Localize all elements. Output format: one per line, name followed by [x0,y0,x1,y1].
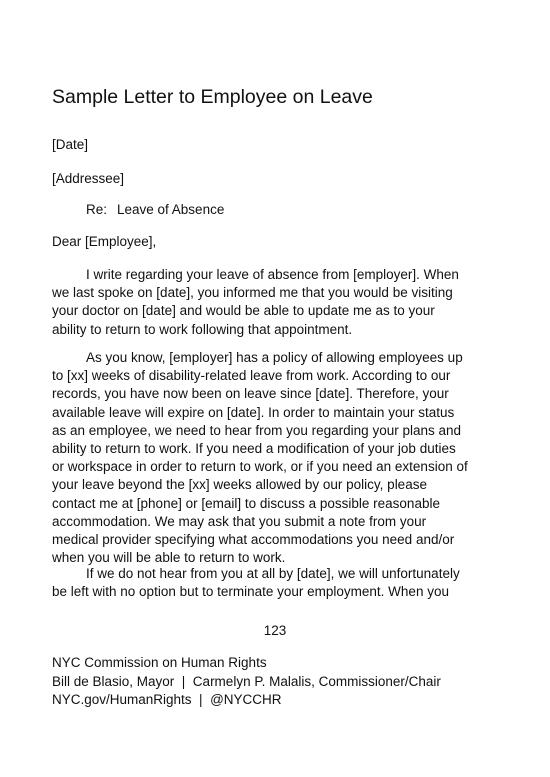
footer-links: NYC.gov/HumanRights | @NYCCHR [52,692,282,707]
body-paragraph-1: I write regarding your leave of absence from [employer]. When we last spoke on [date], you informed me that you would be visiting your doctor on [date] and would be able to update me as to your ability to return to work following that appointment. [52,267,459,337]
subject-line [86,201,224,219]
body-paragraph-3: If we do not hear from you at all by [date], we will unfortunately be left with no option but to terminate your employment. When you [52,566,460,600]
footer [52,654,441,710]
subject-text: Leave of Absence [117,202,225,217]
page-title: Sample Letter to Employee on Leave [52,86,373,108]
addressee-placeholder: [Addressee] [52,171,125,186]
body-paragraph-2: As you know, [employer] has a policy of allowing employees up to [xx] weeks of disability-related leave from work. According to our records, you have now been on leave since [date]. Therefore, your available leave will expire on [date]. In order to maintain your status as an employee, we need to hear from you regarding your plans and ability to return to work. If you need a modification of your job duties or workspace in order to return to work, or if you need an extension of your leave beyond the [xx] weeks allowed by our policy, please contact me at [phone] or [email] to discuss a possible reasonable accommodation. We may ask that you submit a note from your medical provider specifying what accommodations you need and/or when you will be able to return to work. [52,350,468,566]
date-placeholder: [Date] [52,137,89,152]
page-number: 123 [263,623,287,638]
footer-organization: NYC Commission on Human Rights [52,655,267,670]
salutation: Dear [Employee], [52,234,157,249]
subject-label: Re: [86,202,108,217]
footer-officials: Bill de Blasio, Mayor | Carmelyn P. Malalis, Commissioner/Chair [52,673,441,689]
